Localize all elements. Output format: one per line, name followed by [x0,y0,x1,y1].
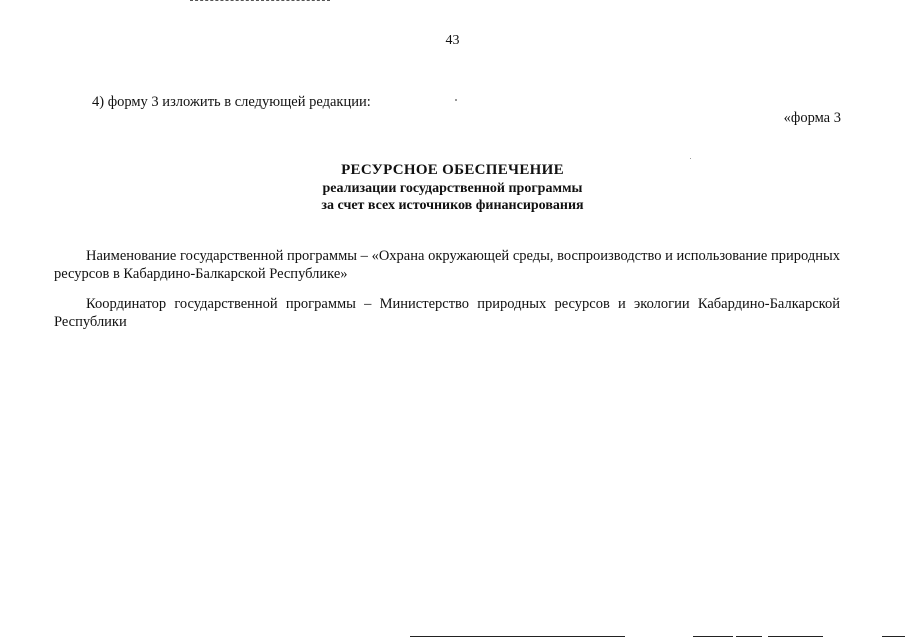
table-border-fragment [768,636,823,637]
form-label: «форма 3 [783,110,841,126]
program-coordinator-paragraph: Координатор государственной программы – Министерство природных ресурсов и экологии Кабардино-Балкарской Республики [54,296,840,330]
scan-speck [455,99,457,101]
page-number: 43 [445,33,460,48]
heading-title: РЕСУРСНОЕ ОБЕСПЕЧЕНИЕ [341,162,564,178]
scan-speck [690,158,691,159]
heading-subtitle-2: за счет всех источников финансирования [321,198,584,213]
table-border-fragment [410,636,625,637]
table-border-fragment [693,636,733,637]
section-heading [0,160,905,214]
table-border-fragment [736,636,762,637]
scan-artifact-top [190,0,330,4]
heading-subtitle-1: реализации государственной программы [322,181,583,196]
program-name-paragraph: Наименование государственной программы – «Охрана окружающей среды, воспроизводство и использование природных ресурсов в Кабардино-Балкарской Республике» [54,248,840,282]
amendment-intro: 4) форму 3 изложить в следующей редакции: [92,94,371,110]
table-border-fragment [882,636,905,637]
